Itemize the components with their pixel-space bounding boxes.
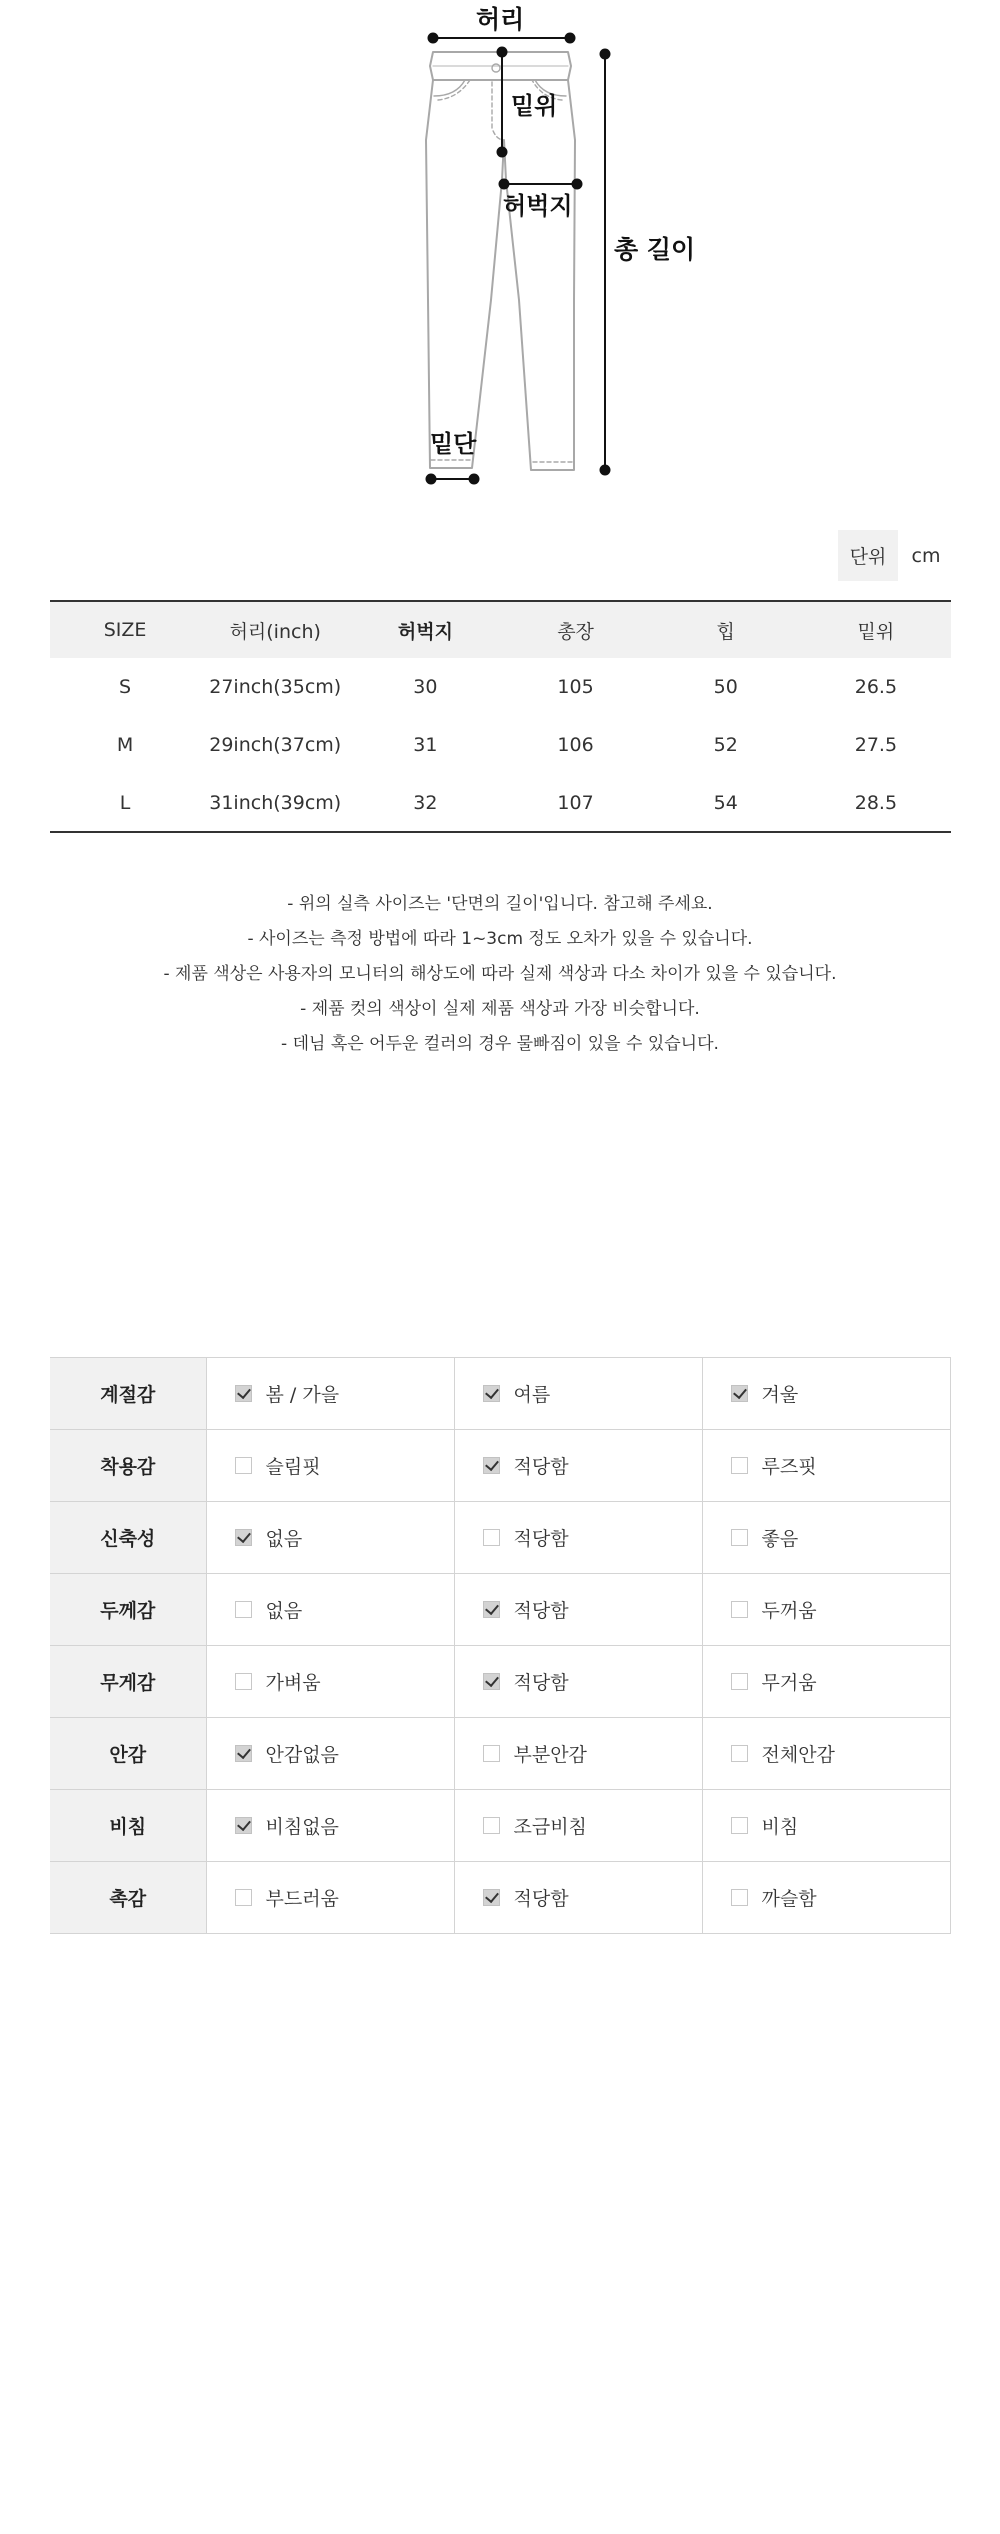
table-cell: 105 (557, 676, 594, 698)
unchecked-checkbox-icon (731, 1529, 748, 1546)
unchecked-checkbox-icon (731, 1673, 748, 1690)
note-line: - 사이즈는 측정 방법에 따라 1~3cm 정도 오차가 있을 수 있습니다. (247, 929, 753, 949)
pants-measurement-diagram (0, 0, 1000, 500)
fabric-option (206, 1646, 454, 1718)
hem-label: 밑단 (430, 430, 477, 458)
fabric-option-label: 없음 (265, 1600, 303, 1622)
table-cell: 106 (557, 734, 594, 756)
fabric-option (454, 1430, 702, 1502)
fabric-option-label: 무거움 (761, 1672, 817, 1694)
fabric-option (206, 1862, 454, 1934)
unit-value: cm (911, 544, 941, 567)
fabric-row (50, 1574, 950, 1646)
unchecked-checkbox-icon (483, 1529, 500, 1546)
fabric-option-label: 까슬함 (761, 1888, 817, 1910)
unit-indicator (838, 530, 954, 581)
fabric-option-label: 안감없음 (265, 1744, 339, 1766)
fabric-option-label: 전체안감 (761, 1744, 835, 1766)
fabric-option (454, 1862, 702, 1934)
fabric-option (454, 1646, 702, 1718)
fabric-option (454, 1718, 702, 1790)
checked-checkbox-icon (731, 1385, 748, 1402)
total-length-label: 총 길이 (614, 235, 696, 264)
fabric-row (50, 1862, 950, 1934)
fabric-row (50, 1358, 950, 1430)
unchecked-checkbox-icon (235, 1601, 252, 1618)
fabric-row (50, 1718, 950, 1790)
fabric-row-label: 착용감 (50, 1430, 206, 1502)
size-table (50, 600, 951, 833)
fabric-option (702, 1430, 950, 1502)
table-cell: S (119, 676, 132, 698)
rise-label: 밑위 (511, 92, 558, 120)
fabric-option-label: 비침없음 (265, 1816, 339, 1838)
fabric-row-label: 안감 (50, 1718, 206, 1790)
checked-checkbox-icon (235, 1745, 252, 1762)
unchecked-checkbox-icon (483, 1817, 500, 1834)
table-cell: 107 (500, 774, 650, 832)
unchecked-checkbox-icon (483, 1745, 500, 1762)
waist-label: 허리 (476, 5, 525, 34)
fabric-option (702, 1358, 950, 1430)
fabric-option (206, 1718, 454, 1790)
fabric-option (454, 1502, 702, 1574)
checked-checkbox-icon (483, 1457, 500, 1474)
unchecked-checkbox-icon (731, 1601, 748, 1618)
size-notes (0, 887, 1000, 1062)
fabric-row (50, 1502, 950, 1574)
table-cell: 26.5 (854, 676, 898, 698)
fabric-row-label: 신축성 (50, 1502, 206, 1574)
thigh-label: 허벅지 (503, 192, 573, 220)
fabric-option-label: 조금비침 (513, 1816, 587, 1838)
fabric-row-label: 계절감 (50, 1358, 206, 1430)
size-table-header (50, 601, 951, 658)
fabric-option-label: 여름 (513, 1384, 551, 1406)
checked-checkbox-icon (235, 1817, 252, 1834)
table-cell: L (50, 774, 200, 832)
note-line: - 제품 컷의 색상이 실제 제품 색상과 가장 비슷합니다. (300, 999, 700, 1019)
fabric-row-label: 비침 (50, 1790, 206, 1862)
fabric-option (454, 1790, 702, 1862)
table-cell: 30 (413, 676, 438, 698)
unchecked-checkbox-icon (235, 1889, 252, 1906)
table-cell: 29inch(37cm) (209, 734, 342, 756)
note-line: - 제품 색상은 사용자의 모니터의 해상도에 따라 실제 색상과 다소 차이가 있을 수 있습니다. (163, 964, 837, 984)
unchecked-checkbox-icon (731, 1889, 748, 1906)
unit-label: 단위 (838, 530, 898, 581)
table-cell: M (116, 734, 134, 756)
note-line: - 위의 실측 사이즈는 '단면의 길이'입니다. 참고해 주세요. (287, 894, 713, 914)
fabric-info-table (50, 1357, 951, 1934)
pants-illustration (0, 0, 1000, 500)
fabric-option-label: 비침 (761, 1816, 799, 1838)
checked-checkbox-icon (483, 1601, 500, 1618)
fabric-option-label: 좋음 (761, 1528, 799, 1550)
table-row (50, 774, 951, 832)
fabric-option-label: 적당함 (513, 1672, 569, 1694)
fabric-option (206, 1574, 454, 1646)
fabric-option-label: 루즈핏 (761, 1456, 817, 1478)
table-cell: 31inch(39cm) (200, 774, 350, 832)
unchecked-checkbox-icon (235, 1673, 252, 1690)
fabric-option (702, 1646, 950, 1718)
fabric-option-label: 적당함 (513, 1888, 569, 1910)
fabric-option (702, 1718, 950, 1790)
unchecked-checkbox-icon (235, 1457, 252, 1474)
table-cell: 31 (413, 734, 438, 756)
header-rise: 밑위 (801, 601, 951, 658)
unchecked-checkbox-icon (731, 1457, 748, 1474)
fabric-option-label: 슬림핏 (265, 1456, 321, 1478)
fabric-option (702, 1502, 950, 1574)
fabric-option (702, 1862, 950, 1934)
unchecked-checkbox-icon (731, 1745, 748, 1762)
fabric-option-label: 부분안감 (513, 1744, 587, 1766)
fabric-option (702, 1790, 950, 1862)
fabric-option-label: 겨울 (761, 1384, 799, 1406)
fabric-option (454, 1574, 702, 1646)
fabric-row (50, 1646, 950, 1718)
fabric-option-label: 적당함 (513, 1528, 569, 1550)
table-row (50, 658, 951, 716)
checked-checkbox-icon (483, 1673, 500, 1690)
fabric-option (206, 1502, 454, 1574)
table-cell: 32 (350, 774, 500, 832)
table-cell: 54 (651, 774, 801, 832)
checked-checkbox-icon (483, 1889, 500, 1906)
checked-checkbox-icon (235, 1529, 252, 1546)
fabric-row-label: 무게감 (50, 1646, 206, 1718)
table-cell: 28.5 (801, 774, 951, 832)
fabric-option-label: 적당함 (513, 1600, 569, 1622)
fabric-option-label: 봄 / 가을 (265, 1384, 340, 1406)
fabric-row-label: 두께감 (50, 1574, 206, 1646)
fabric-option (206, 1430, 454, 1502)
header-total-length: 총장 (500, 601, 650, 658)
fabric-option-label: 부드러움 (265, 1888, 339, 1910)
fabric-option (206, 1358, 454, 1430)
fabric-option (206, 1790, 454, 1862)
fabric-row-label: 촉감 (50, 1862, 206, 1934)
fabric-option (702, 1574, 950, 1646)
fabric-option (454, 1358, 702, 1430)
fabric-option-label: 없음 (265, 1528, 303, 1550)
header-thigh: 허벅지 (350, 601, 500, 658)
fabric-option-label: 두꺼움 (761, 1600, 817, 1622)
fabric-option-label: 가벼움 (265, 1672, 321, 1694)
table-cell: 50 (713, 676, 738, 698)
unchecked-checkbox-icon (731, 1817, 748, 1834)
table-row (50, 716, 951, 774)
note-line: - 데님 혹은 어두운 컬러의 경우 물빠짐이 있을 수 있습니다. (281, 1034, 719, 1054)
checked-checkbox-icon (483, 1385, 500, 1402)
table-cell: 52 (713, 734, 738, 756)
header-hip: 힙 (651, 601, 801, 658)
fabric-row (50, 1430, 950, 1502)
fabric-option-label: 적당함 (513, 1456, 569, 1478)
header-waist: 허리(inch) (200, 601, 350, 658)
fabric-row (50, 1790, 950, 1862)
header-size: SIZE (50, 601, 200, 658)
table-cell: 27inch(35cm) (209, 676, 342, 698)
checked-checkbox-icon (235, 1385, 252, 1402)
table-cell: 27.5 (854, 734, 898, 756)
